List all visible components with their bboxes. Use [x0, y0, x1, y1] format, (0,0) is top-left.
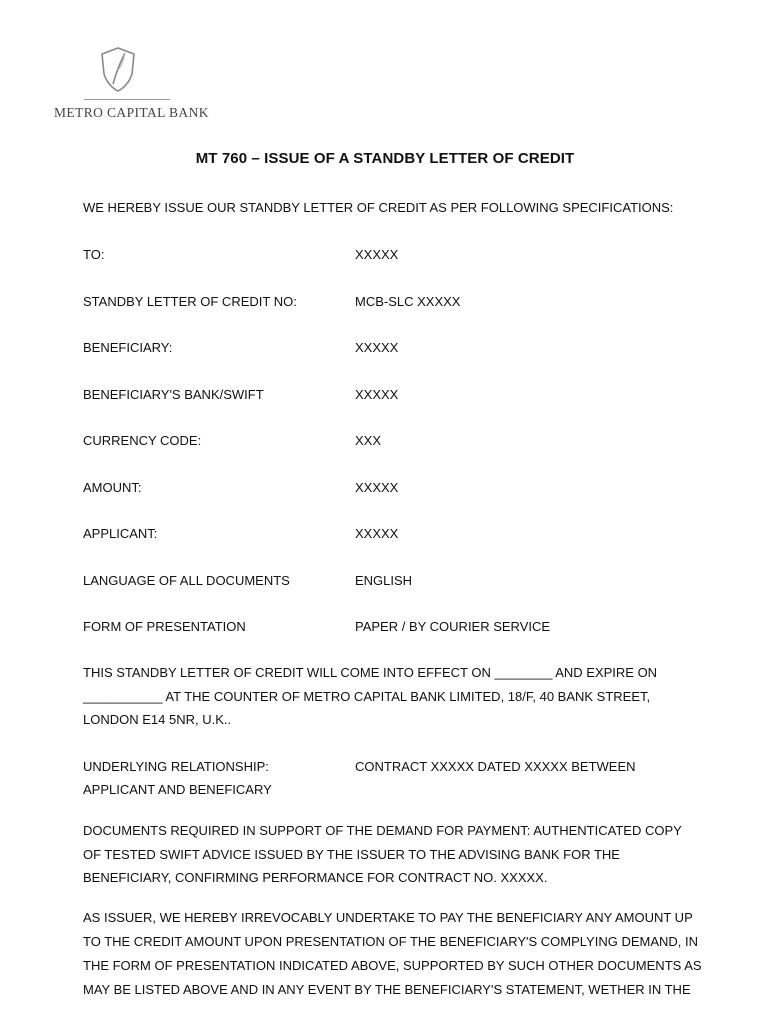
- field-value-to: XXXXX: [355, 247, 399, 262]
- document-title: MT 760 – ISSUE OF A STANDBY LETTER OF CREDIT: [195, 150, 575, 167]
- field-label-amount: AMOUNT:: [83, 480, 142, 495]
- logo-divider: [84, 99, 170, 100]
- documents-paragraph-line: BENEFICIARY, CONFIRMING PERFORMANCE FOR CONTRACT NO. XXXXX.: [83, 870, 548, 885]
- effect-paragraph-line: LONDON E14 5NR, U.K..: [83, 712, 232, 727]
- field-value-presentation: PAPER / BY COURIER SERVICE: [355, 619, 551, 634]
- field-label-applicant: APPLICANT:: [83, 526, 158, 541]
- bank-logo: [54, 44, 209, 124]
- documents-paragraph-line: OF TESTED SWIFT ADVICE ISSUED BY THE ISSUER TO THE ADVISING BANK FOR THE: [83, 847, 620, 862]
- underlying-continuation: APPLICANT AND BENEFICARY: [83, 782, 272, 797]
- field-value-beneficiary: XXXXX: [355, 340, 399, 355]
- field-value-currency: XXX: [355, 433, 382, 448]
- field-value-slc-no: MCB-SLC XXXXX: [355, 294, 461, 309]
- undertaking-paragraph-line: MAY BE LISTED ABOVE AND IN ANY EVENT BY THE BENEFICIARY'S STATEMENT, WETHER IN THE: [83, 982, 691, 997]
- field-label-language: LANGUAGE OF ALL DOCUMENTS: [83, 573, 290, 588]
- field-label-currency: CURRENCY CODE:: [83, 433, 202, 448]
- effect-paragraph-line: THIS STANDBY LETTER OF CREDIT WILL COME INTO EFFECT ON ________ AND EXPIRE ON: [83, 665, 658, 680]
- undertaking-paragraph-line: TO THE CREDIT AMOUNT UPON PRESENTATION OF THE BENEFICIARY'S COMPLYING DEMAND, IN: [83, 934, 699, 949]
- effect-paragraph-line: ___________ AT THE COUNTER OF METRO CAPITAL BANK LIMITED, 18/F, 40 BANK STREET,: [83, 689, 651, 704]
- bank-name: METRO CAPITAL BANK: [54, 105, 209, 120]
- field-value-language: ENGLISH: [355, 573, 413, 588]
- field-value-beneficiary-bank: XXXXX: [355, 387, 399, 402]
- documents-paragraph-line: DOCUMENTS REQUIRED IN SUPPORT OF THE DEMAND FOR PAYMENT: AUTHENTICATED COPY: [83, 823, 682, 838]
- underlying-value: CONTRACT XXXXX DATED XXXXX BETWEEN: [355, 759, 636, 774]
- field-label-beneficiary-bank: BENEFICIARY'S BANK/SWIFT: [83, 387, 264, 402]
- underlying-label: UNDERLYING RELATIONSHIP:: [83, 759, 269, 774]
- field-label-beneficiary: BENEFICIARY:: [83, 340, 173, 355]
- field-value-amount: XXXXX: [355, 480, 399, 495]
- field-label-to: TO:: [83, 247, 105, 262]
- undertaking-paragraph-line: AS ISSUER, WE HEREBY IRREVOCABLY UNDERTAKE TO PAY THE BENEFICIARY ANY AMOUNT UP: [83, 910, 693, 925]
- intro-text: WE HEREBY ISSUE OUR STANDBY LETTER OF CREDIT AS PER FOLLOWING SPECIFICATIONS:: [83, 200, 674, 215]
- field-label-slc-no: STANDBY LETTER OF CREDIT NO:: [83, 294, 297, 309]
- field-label-presentation: FORM OF PRESENTATION: [83, 619, 246, 634]
- field-value-applicant: XXXXX: [355, 526, 399, 541]
- shield-quill-icon: [98, 44, 138, 94]
- undertaking-paragraph-line: THE FORM OF PRESENTATION INDICATED ABOVE, SUPPORTED BY SUCH OTHER DOCUMENTS AS: [83, 958, 702, 973]
